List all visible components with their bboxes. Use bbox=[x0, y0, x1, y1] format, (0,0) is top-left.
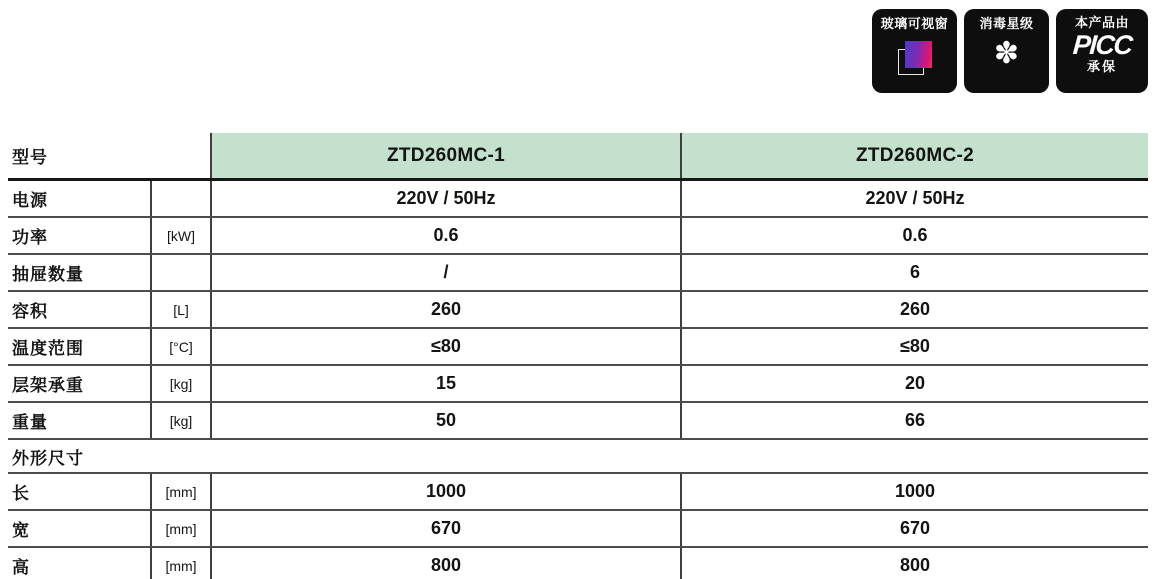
row-unit bbox=[150, 255, 210, 290]
table-header-row bbox=[8, 133, 1148, 181]
row-unit: [kW] bbox=[150, 218, 210, 253]
model-name-1: ZTD260MC-1 bbox=[210, 133, 680, 178]
row-label: 温度范围 bbox=[12, 339, 84, 358]
star-flower-icon: ✽ bbox=[993, 36, 1020, 70]
row-unit: [mm] bbox=[150, 511, 210, 546]
row-value-model2: 66 bbox=[680, 403, 1148, 438]
table-row-width bbox=[8, 511, 1148, 548]
row-value-model2: 0.6 bbox=[680, 218, 1148, 253]
row-value-model1: 0.6 bbox=[210, 218, 680, 253]
row-value-model2: ≤80 bbox=[680, 329, 1148, 364]
picc-badge-top-label: 本产品由 bbox=[1074, 15, 1129, 30]
row-label: 抽屉数量 bbox=[12, 265, 84, 284]
table-row-power-supply bbox=[8, 181, 1148, 218]
row-value-model2: 6 bbox=[680, 255, 1148, 290]
row-unit: [L] bbox=[150, 292, 210, 327]
row-value-model1: 220V / 50Hz bbox=[210, 181, 680, 216]
row-value-model1: 800 bbox=[210, 548, 680, 579]
row-value-model1: 1000 bbox=[210, 474, 680, 509]
model-name-2: ZTD260MC-2 bbox=[680, 133, 1148, 178]
row-value-model1: 15 bbox=[210, 366, 680, 401]
row-unit bbox=[150, 181, 210, 216]
table-row-shelf-load bbox=[8, 366, 1148, 403]
picc-badge-bottom-label: 承保 bbox=[1086, 58, 1117, 74]
row-label: 高 bbox=[12, 558, 30, 577]
glass-window-icon bbox=[897, 40, 933, 76]
row-value-model1: ≤80 bbox=[210, 329, 680, 364]
badge-picc-insurance bbox=[1056, 9, 1148, 93]
table-row-capacity bbox=[8, 292, 1148, 329]
row-unit: [mm] bbox=[150, 548, 210, 579]
row-value-model2: 1000 bbox=[680, 474, 1148, 509]
table-row-drawer-count bbox=[8, 255, 1148, 292]
spec-table bbox=[8, 133, 1148, 579]
badge-glass-window bbox=[872, 9, 957, 93]
row-unit: [kg] bbox=[150, 403, 210, 438]
row-value-model2: 800 bbox=[680, 548, 1148, 579]
row-label: 容积 bbox=[12, 302, 48, 321]
table-row-temperature-range bbox=[8, 329, 1148, 366]
row-unit: [°C] bbox=[150, 329, 210, 364]
table-row-weight bbox=[8, 403, 1148, 440]
row-value-model2: 220V / 50Hz bbox=[680, 181, 1148, 216]
table-section-dimensions bbox=[8, 440, 1148, 474]
row-unit: [kg] bbox=[150, 366, 210, 401]
row-value-model1: 260 bbox=[210, 292, 680, 327]
row-value-model1: / bbox=[210, 255, 680, 290]
table-row-power bbox=[8, 218, 1148, 255]
row-value-model2: 670 bbox=[680, 511, 1148, 546]
row-label: 长 bbox=[12, 484, 30, 503]
row-unit: [mm] bbox=[150, 474, 210, 509]
badge-disinfection-star bbox=[964, 9, 1049, 93]
picc-logo: PICC bbox=[1071, 29, 1133, 60]
row-label: 重量 bbox=[12, 413, 48, 432]
row-value-model2: 20 bbox=[680, 366, 1148, 401]
badge-glass-window-label: 玻璃可视窗 bbox=[880, 16, 949, 31]
table-row-height bbox=[8, 548, 1148, 579]
feature-badges bbox=[872, 9, 1148, 93]
section-label: 外形尺寸 bbox=[12, 448, 84, 468]
model-column-label: 型号 bbox=[12, 148, 48, 167]
row-label: 层架承重 bbox=[12, 376, 84, 395]
table-row-length bbox=[8, 474, 1148, 511]
glass-window-icon-gradient bbox=[905, 41, 932, 68]
row-value-model1: 670 bbox=[210, 511, 680, 546]
row-label: 功率 bbox=[12, 228, 48, 247]
row-label: 宽 bbox=[12, 521, 30, 540]
row-value-model2: 260 bbox=[680, 292, 1148, 327]
badge-disinfection-star-label: 消毒星级 bbox=[979, 16, 1034, 31]
row-label: 电源 bbox=[12, 191, 48, 210]
row-value-model1: 50 bbox=[210, 403, 680, 438]
